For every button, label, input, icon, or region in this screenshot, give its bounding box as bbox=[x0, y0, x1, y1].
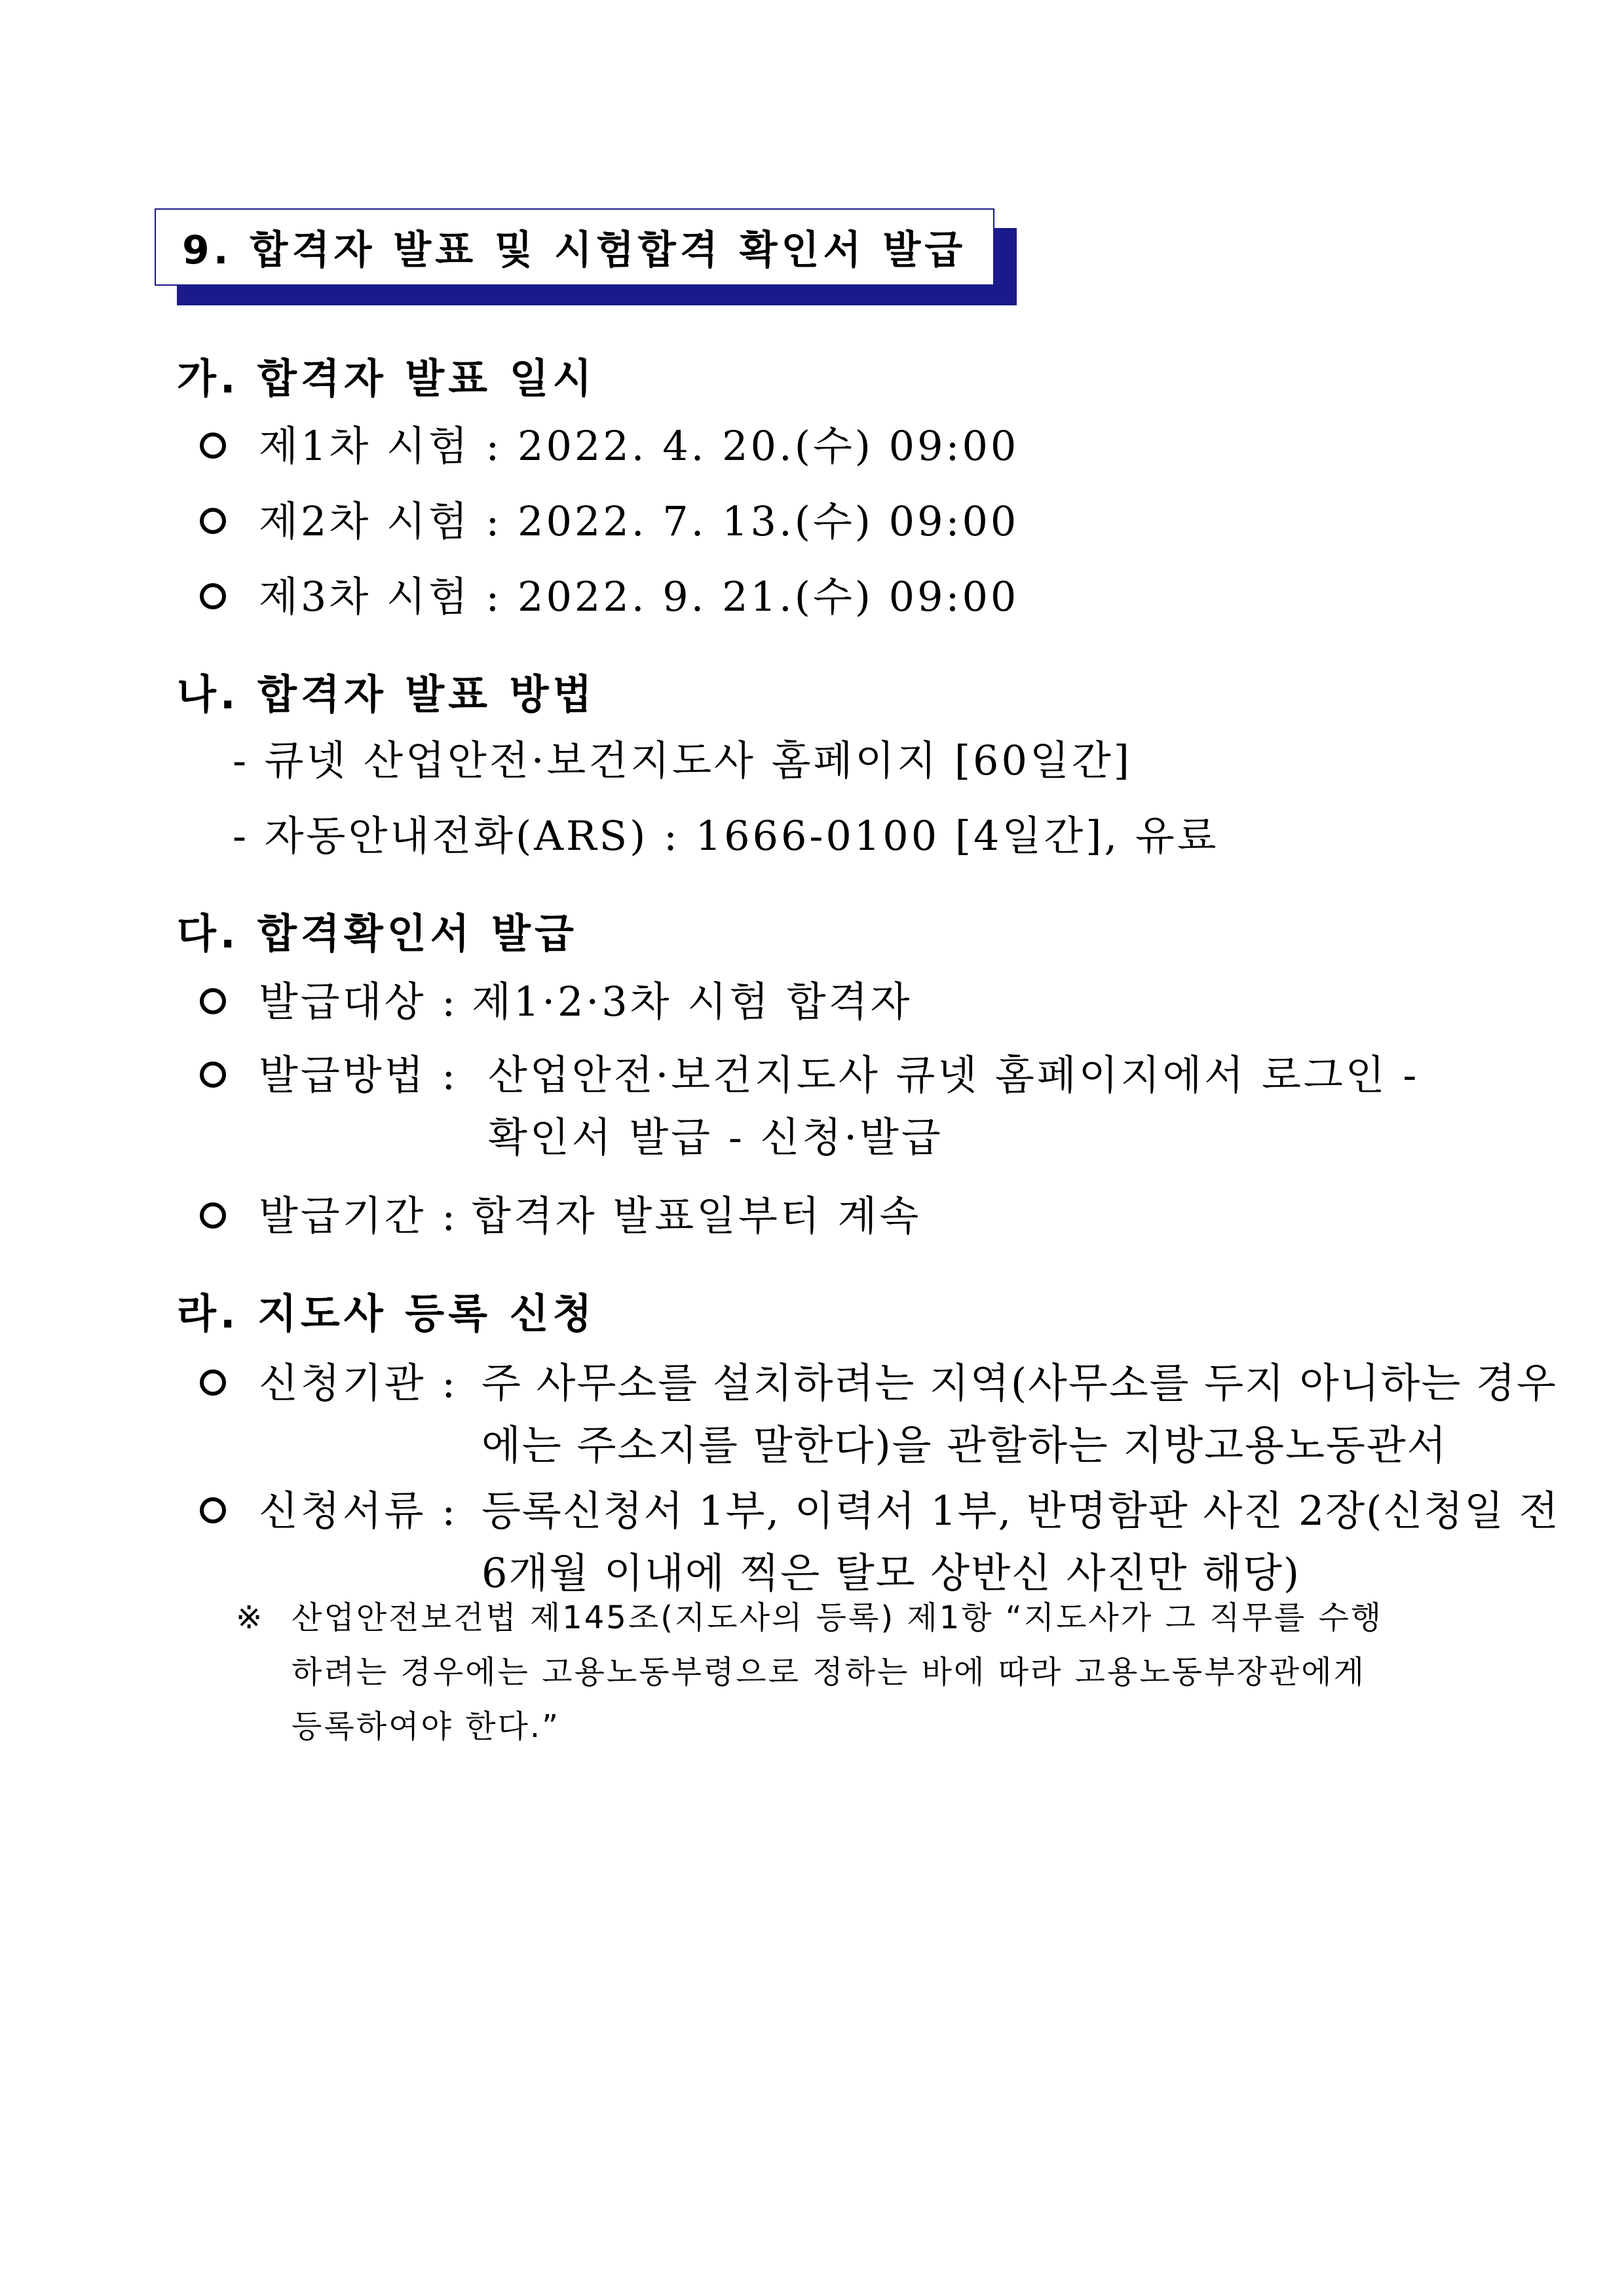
list-item: 제1차 시험 : 2022. 4. 20.(수) 09:00 bbox=[259, 422, 1019, 470]
heading-registration-application: 라. 지도사 등록 신청 bbox=[177, 1290, 596, 1337]
heading-certificate-issuance: 다. 합격확인서 발급 bbox=[177, 909, 578, 957]
note-mark: ※ bbox=[236, 1599, 265, 1636]
item-text: 산업안전·보건지도사 큐넷 홈페이지에서 로그인 - bbox=[488, 1051, 1420, 1099]
item-text-continued: 확인서 발급 - 신청·발급 bbox=[488, 1113, 943, 1161]
list-item: 제2차 시험 : 2022. 7. 13.(수) 09:00 bbox=[259, 497, 1019, 545]
heading-announcement-date: 가. 합격자 발표 일시 bbox=[177, 354, 596, 402]
list-item: - 큐넷 산업안전·보건지도사 홈페이지 [60일간] bbox=[233, 737, 1132, 784]
section-title: 9. 합격자 발표 및 시험합격 확인서 발급 bbox=[182, 227, 967, 273]
heading-announcement-method: 나. 합격자 발표 방법 bbox=[177, 670, 596, 718]
circle-bullet-icon bbox=[200, 988, 226, 1014]
note-line: 하려는 경우에는 고용노동부령으로 정하는 바에 따라 고용노동부장관에게 bbox=[292, 1654, 1366, 1691]
circle-bullet-icon bbox=[200, 432, 226, 459]
section-title-box bbox=[155, 208, 994, 286]
item-label: 신청기관 : bbox=[259, 1359, 459, 1407]
item-label: 발급기간 : bbox=[259, 1192, 459, 1240]
item-text: 주 사무소를 설치하려는 지역(사무소를 두지 아니하는 경우 bbox=[482, 1359, 1557, 1407]
item-text-continued: 에는 주소지를 말한다)을 관할하는 지방고용노동관서 bbox=[482, 1421, 1448, 1469]
item-text: 제1·2·3차 시험 합격자 bbox=[472, 978, 913, 1025]
circle-bullet-icon bbox=[200, 1497, 226, 1523]
item-text: 합격자 발표일부터 계속 bbox=[472, 1192, 922, 1240]
list-item: - 자동안내전화(ARS) : 1666-0100 [4일간], 유료 bbox=[233, 812, 1219, 860]
item-label: 신청서류 : bbox=[259, 1487, 459, 1535]
circle-bullet-icon bbox=[200, 583, 226, 609]
item-text: 등록신청서 1부, 이력서 1부, 반명함판 사진 2장(신청일 전 bbox=[482, 1487, 1560, 1535]
list-item: 제3차 시험 : 2022. 9. 21.(수) 09:00 bbox=[259, 573, 1019, 621]
circle-bullet-icon bbox=[200, 1369, 226, 1396]
circle-bullet-icon bbox=[200, 1062, 226, 1088]
item-label: 발급방법 : bbox=[259, 1051, 459, 1099]
circle-bullet-icon bbox=[200, 1202, 226, 1229]
item-label: 발급대상 : bbox=[259, 978, 459, 1025]
item-text-continued: 6개월 이내에 찍은 탈모 상반신 사진만 해당) bbox=[482, 1549, 1301, 1597]
circle-bullet-icon bbox=[200, 508, 226, 534]
note-line: 등록하여야 한다.” bbox=[292, 1708, 560, 1745]
title-box-face bbox=[155, 208, 994, 286]
note-line: 산업안전보건법 제145조(지도사의 등록) 제1항 “지도사가 그 직무를 수행 bbox=[292, 1599, 1384, 1636]
